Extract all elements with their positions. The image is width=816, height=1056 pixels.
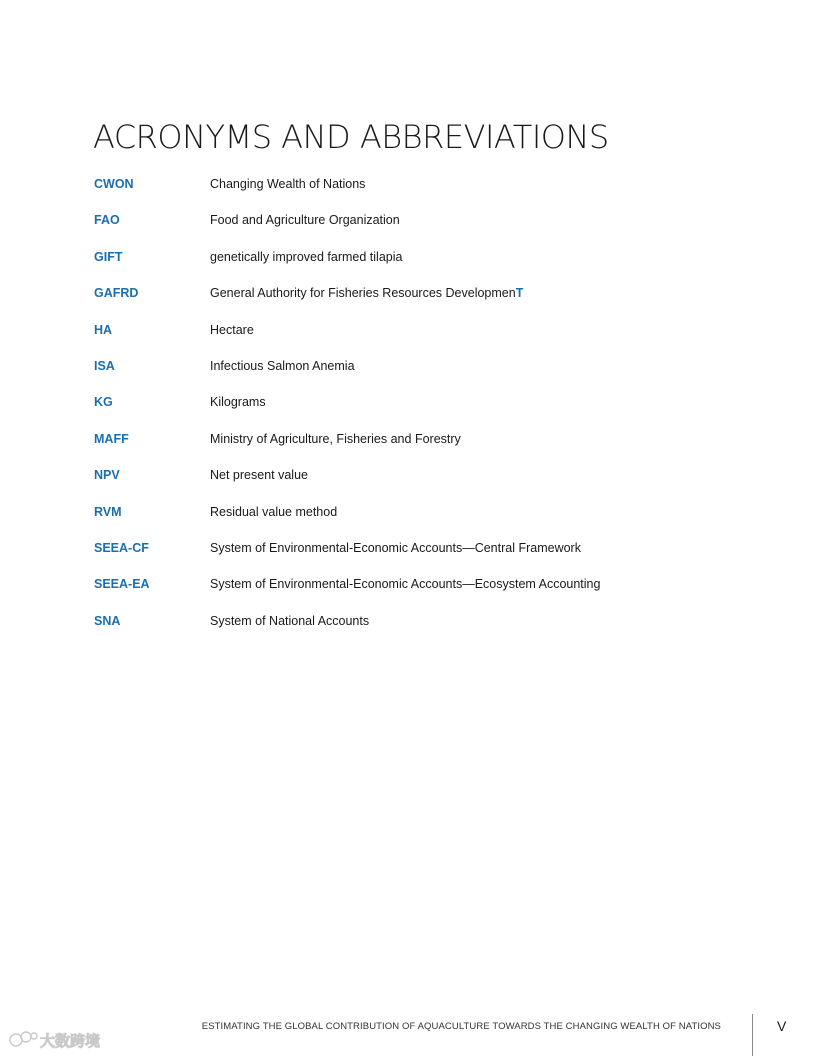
acronym-term: ISA: [94, 358, 115, 373]
acronym-definition-text: Hectare: [210, 322, 254, 337]
acronym-definition-text: System of Environmental-Economic Accounts—Ecosystem Accounting: [210, 577, 601, 592]
acronym-definition: [210, 468, 308, 482]
acronym-row: [94, 539, 734, 575]
acronym-definition: [210, 614, 369, 628]
acronym-term: SNA: [94, 613, 121, 628]
acronym-definition: [210, 323, 254, 337]
acronym-definition: [210, 577, 600, 591]
acronym-definition: [210, 250, 402, 264]
acronym-term: SEEA-CF: [94, 540, 149, 555]
acronym-term: MAFF: [94, 431, 129, 446]
acronym-row: [94, 211, 734, 247]
chat-bubble-logo-icon: [10, 1032, 37, 1046]
acronym-row: [94, 357, 734, 393]
acronym-row: [94, 393, 734, 429]
acronym-row: [94, 430, 734, 466]
acronym-definition-text: Kilograms: [210, 395, 266, 410]
acronym-term: KG: [94, 395, 113, 410]
acronym-definition: [210, 286, 523, 300]
acronym-term: SEEA-EA: [94, 577, 150, 592]
footer-divider: [752, 1014, 753, 1056]
acronym-definition: [210, 359, 355, 373]
acronym-term: GIFT: [94, 249, 123, 264]
acronym-definition: [210, 541, 581, 555]
acronym-definition: [210, 213, 400, 227]
acronym-row: [94, 575, 734, 611]
acronym-row: [94, 248, 734, 284]
acronym-definition-suffix: T: [515, 286, 524, 301]
acronym-definition-text: System of Environmental-Economic Accounts—Central Framework: [210, 540, 581, 555]
acronym-definition-text: General Authority for Fisheries Resources Developmen: [210, 286, 516, 301]
acronym-definition: [210, 395, 266, 409]
page-title: ACRONYMS AND ABBREVIATIONS: [93, 118, 609, 156]
acronym-definition-text: Residual value method: [210, 504, 338, 519]
acronym-definition-text: Changing Wealth of Nations: [210, 177, 366, 191]
acronym-row: [94, 612, 734, 648]
acronym-row: [94, 284, 734, 320]
acronym-term: GAFRD: [94, 286, 139, 301]
acronym-row: [94, 466, 734, 502]
acronym-term: FAO: [94, 213, 120, 228]
page-number: V: [777, 1018, 787, 1034]
footer-running-title: ESTIMATING THE GLOBAL CONTRIBUTION OF AQUACULTURE TOWARDS THE CHANGING WEALTH OF NATIONS: [201, 1021, 721, 1032]
acronym-definition-text: System of National Accounts: [210, 613, 370, 628]
acronym-definition-text: Infectious Salmon Anemia: [210, 358, 355, 373]
acronym-definition: [210, 432, 461, 446]
acronym-list: [94, 175, 734, 648]
acronym-definition-text: Ministry of Agriculture, Fisheries and Forestry: [210, 431, 461, 446]
acronym-term: CWON: [94, 177, 134, 191]
acronym-row: [94, 503, 734, 539]
acronym-definition-text: genetically improved farmed tilapia: [210, 249, 403, 264]
acronym-term: RVM: [94, 504, 122, 519]
acronym-row: [94, 175, 734, 211]
acronym-term: NPV: [94, 468, 120, 483]
acronym-row: [94, 321, 734, 357]
watermark-text: 大数跨境: [40, 1032, 101, 1050]
acronym-term: HA: [94, 322, 113, 337]
watermark-logo: [6, 1028, 110, 1052]
acronym-definition: [210, 177, 365, 191]
acronym-definition-text: Food and Agriculture Organization: [210, 213, 400, 228]
acronym-definition: [210, 505, 337, 519]
acronym-definition-text: Net present value: [210, 468, 308, 483]
